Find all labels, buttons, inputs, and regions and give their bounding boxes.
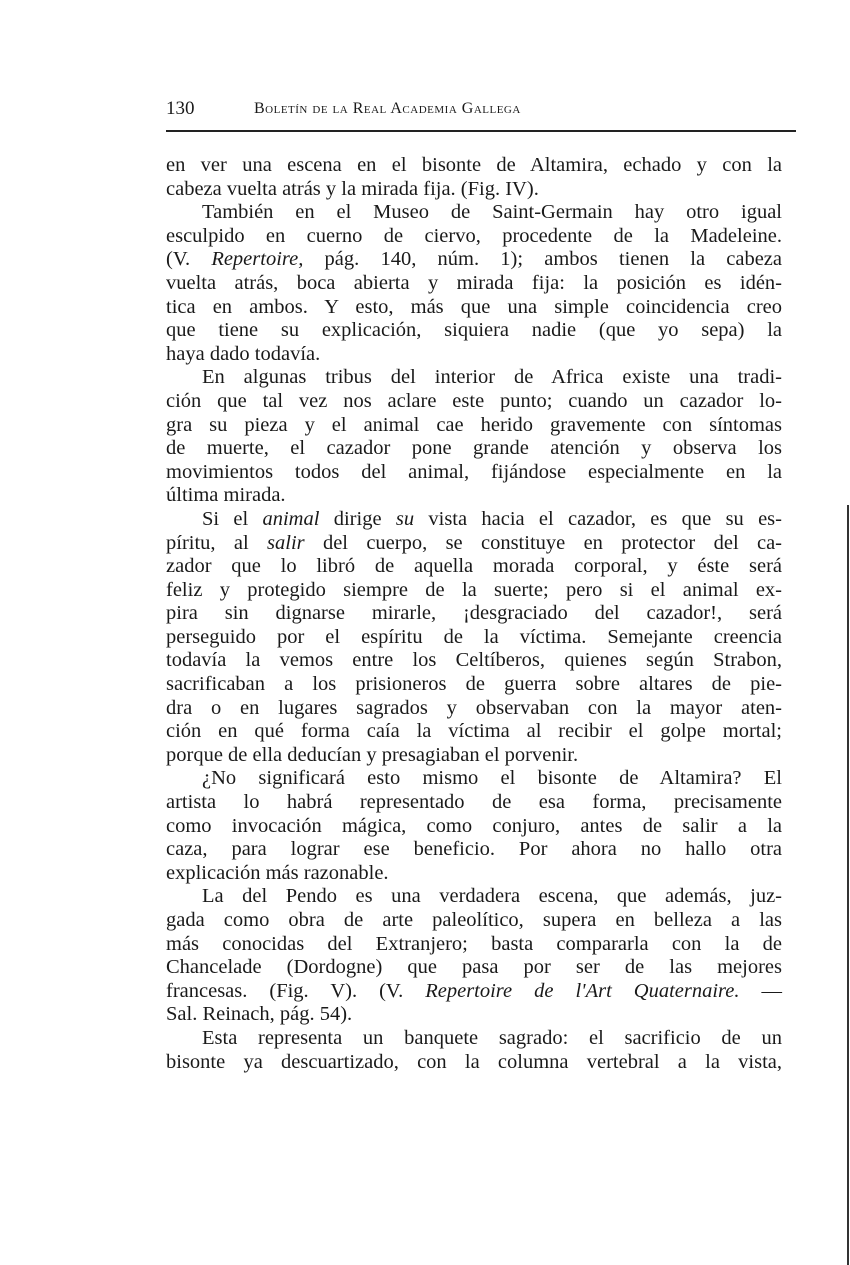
text-line xyxy=(166,720,782,744)
text-line xyxy=(166,791,782,815)
text-line xyxy=(166,1027,782,1051)
text-segment: artista lo habrá representado de esa forma, precisamente xyxy=(166,791,782,814)
text-segment: francesas. (Fig. V). (V. xyxy=(166,979,426,1002)
text-line xyxy=(166,744,782,768)
paragraph xyxy=(166,154,782,201)
text-segment: como invocación mágica, como conjuro, antes de salir a la xyxy=(166,814,782,837)
italic-text: animal xyxy=(262,507,320,530)
text-line xyxy=(166,956,782,980)
text-segment: Esta representa un banquete sagrado: el sacrificio de un xyxy=(202,1026,782,1049)
text-segment: sacrificaban a los prisioneros de guerra sobre altares de pie- xyxy=(166,673,782,696)
text-line xyxy=(166,838,782,862)
paragraph xyxy=(166,767,782,885)
text-segment: feliz y protegido siempre de la suerte; pero si el animal ex- xyxy=(166,578,782,601)
header-rule xyxy=(166,130,796,132)
text-line xyxy=(166,154,782,178)
text-segment: — xyxy=(739,979,782,1002)
text-segment: tica en ambos. Y esto, más que una simple coincidencia creo xyxy=(166,295,782,318)
text-line xyxy=(166,933,782,957)
text-line xyxy=(166,980,782,1004)
text-line xyxy=(166,579,782,603)
text-segment: todavía la vemos entre los Celtíberos, quienes según Strabon, xyxy=(166,649,782,672)
text-line xyxy=(166,178,782,202)
text-line xyxy=(166,319,782,343)
italic-text: su xyxy=(395,507,415,530)
text-segment: que tiene su explicación, siquiera nadie (que yo sepa) la xyxy=(166,319,782,342)
text-line xyxy=(166,862,782,886)
text-segment: La del Pendo es una verdadera escena, que además, juz- xyxy=(202,885,782,908)
page-number: 130 xyxy=(166,98,195,119)
text-segment: píritu, al xyxy=(166,531,268,554)
text-line xyxy=(166,248,782,272)
text-line xyxy=(166,885,782,909)
text-segment: esculpido en cuerno de ciervo, procedente de la Madeleine. xyxy=(166,224,782,247)
text-segment: pág. 140, núm. 1); ambos tienen la cabeza xyxy=(303,248,782,271)
italic-text: Repertoire de l'Art Quaternaire. xyxy=(425,979,740,1002)
text-line xyxy=(166,815,782,839)
paragraph xyxy=(166,508,782,768)
text-segment: ción en qué forma caía la víctima al recibir el golpe mortal; xyxy=(166,720,782,743)
text-line xyxy=(166,649,782,673)
text-segment: caza, para lograr ese beneficio. Por ahora no hallo otra xyxy=(166,838,782,861)
text-segment: haya dado todavía. xyxy=(166,342,321,365)
text-line xyxy=(166,272,782,296)
text-line xyxy=(166,602,782,626)
text-segment: bisonte ya descuartizado, con la columna vertebral a la vista, xyxy=(166,1050,782,1073)
text-segment: dra o en lugares sagrados y observaban con la mayor aten- xyxy=(166,696,782,719)
text-segment: pira sin dignarse mirarle, ¡desgraciado del cazador!, será xyxy=(166,602,782,625)
text-segment: explicación más razonable. xyxy=(166,861,389,884)
text-segment: También en el Museo de Saint-Germain hay otro igual xyxy=(202,201,782,224)
text-line xyxy=(166,390,782,414)
text-line xyxy=(166,437,782,461)
text-segment: del cuerpo, se constituye en protector del ca- xyxy=(304,531,782,554)
text-line xyxy=(166,555,782,579)
text-segment: ción que tal vez nos aclare este punto; cuando un cazador lo- xyxy=(166,389,782,412)
paragraph xyxy=(166,1027,782,1074)
text-segment: última mirada. xyxy=(166,484,286,507)
paragraph xyxy=(166,885,782,1027)
body-text xyxy=(166,154,782,1074)
text-segment: Chancelade (Dordogne) que pasa por ser de las mejores xyxy=(166,956,782,979)
scan-margin-line xyxy=(847,505,849,1265)
text-line xyxy=(166,508,782,532)
text-segment: En algunas tribus del interior de Africa existe una tradi- xyxy=(202,366,782,389)
text-line xyxy=(166,461,782,485)
text-line xyxy=(166,626,782,650)
text-line xyxy=(166,296,782,320)
text-segment: de muerte, el cazador pone grande atención y observa los xyxy=(166,437,782,460)
text-line xyxy=(166,673,782,697)
text-line xyxy=(166,201,782,225)
text-line xyxy=(166,1051,782,1075)
text-line xyxy=(166,414,782,438)
text-segment: gra su pieza y el animal cae herido gravemente con síntomas xyxy=(166,413,782,436)
italic-text: Repertoire, xyxy=(211,248,304,271)
text-segment: cabeza vuelta atrás y la mirada fija. (Fig. IV). xyxy=(166,177,539,200)
text-line xyxy=(166,343,782,367)
text-segment: ¿No significará esto mismo el bisonte de Altamira? El xyxy=(202,767,782,790)
text-segment: Si el xyxy=(202,507,263,530)
text-segment: zador que lo libró de aquella morada corporal, y éste será xyxy=(166,555,782,578)
text-line xyxy=(166,532,782,556)
italic-text: salir xyxy=(267,531,305,554)
text-line xyxy=(166,909,782,933)
text-line xyxy=(166,767,782,791)
text-segment: vista hacia el cazador, es que su es- xyxy=(414,507,782,530)
text-line xyxy=(166,1003,782,1027)
text-segment: porque de ella deducían y presagiaban el porvenir. xyxy=(166,743,579,766)
text-segment: gada como obra de arte paleolítico, supera en belleza a las xyxy=(166,909,782,931)
text-segment: perseguido por el espíritu de la víctima. Semejante creencia xyxy=(166,625,782,648)
text-segment: vuelta atrás, boca abierta y mirada fija: la posición es idén- xyxy=(166,271,782,294)
text-line xyxy=(166,366,782,390)
text-line xyxy=(166,697,782,721)
text-segment: dirige xyxy=(319,507,396,530)
journal-title: Boletín de la Real Academia Gallega xyxy=(254,100,521,117)
text-line xyxy=(166,484,782,508)
text-segment: (V. xyxy=(166,248,212,271)
text-segment: más conocidas del Extranjero; basta compararla con la de xyxy=(166,932,782,955)
running-header xyxy=(166,98,796,128)
text-segment: en ver una escena en el bisonte de Altamira, echado y con la xyxy=(166,154,782,176)
text-segment: Sal. Reinach, pág. 54). xyxy=(166,1003,353,1026)
text-line xyxy=(166,225,782,249)
text-segment: movimientos todos del animal, fijándose especialmente en la xyxy=(166,460,782,483)
paragraph xyxy=(166,366,782,508)
paragraph xyxy=(166,201,782,366)
